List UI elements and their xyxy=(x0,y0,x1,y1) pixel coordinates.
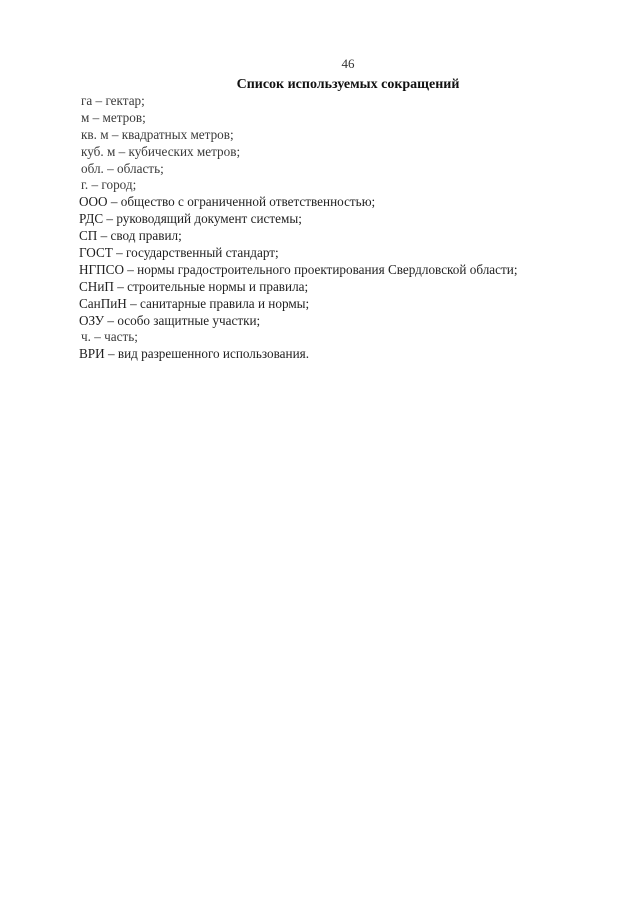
page-heading: Список используемых сокращений xyxy=(236,77,460,92)
list-item: кв. м – квадратных метров; xyxy=(81,126,234,142)
list-item: СНиП – строительные нормы и правила; xyxy=(79,278,309,294)
list-item: куб. м – кубических метров; xyxy=(81,143,241,159)
list-item: ОЗУ – особо защитные участки; xyxy=(79,312,261,328)
list-item: РДС – руководящий документ системы; xyxy=(79,211,302,227)
list-item: обл. – область; xyxy=(81,160,164,176)
list-item: ч. – часть; xyxy=(81,329,138,345)
list-item: га – гектар; xyxy=(81,93,145,108)
list-item: ВРИ – вид разрешенного использования. xyxy=(79,346,310,362)
list-item: НГПСО – нормы градостроительного проектирования Свердловской области; xyxy=(79,261,518,277)
list-item: ООО – общество с ограниченной ответственностью; xyxy=(79,194,376,210)
page-number: 46 xyxy=(341,56,355,71)
list-item: м – метров; xyxy=(81,109,146,125)
list-item: г. – город; xyxy=(81,177,137,193)
list-item: СП – свод правил; xyxy=(79,228,182,244)
abbreviation-list xyxy=(79,93,619,363)
list-item: СанПиН – санитарные правила и нормы; xyxy=(79,295,310,311)
list-item: ГОСТ – государственный стандарт; xyxy=(79,245,279,261)
